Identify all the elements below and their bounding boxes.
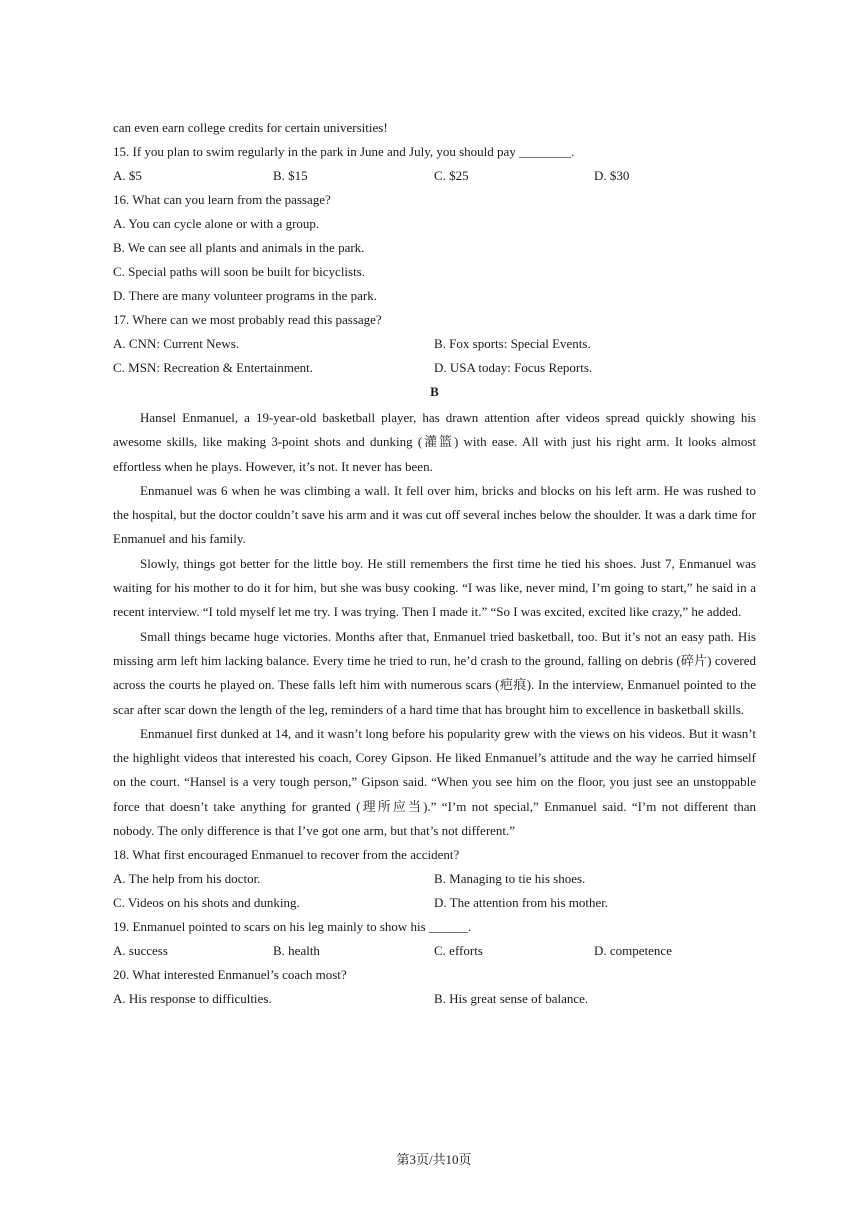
options-row [113,939,756,963]
options-row [113,332,756,356]
option-a[interactable]: A. His response to difficulties. [113,991,272,1007]
option-d[interactable]: D. There are many volunteer programs in the park. [113,288,377,303]
option-b[interactable]: B. Managing to tie his shoes. [434,871,586,887]
option-b[interactable]: B. $15 [273,168,308,183]
options-row [113,891,756,915]
option-a[interactable]: A. You can cycle alone or with a group. [113,216,320,231]
continuation-text: can even earn college credits for certain universities! [113,120,388,135]
passage-paragraph: Enmanuel first dunked at 14, and it wasn’t long before his popularity grew with the views on his videos. But it wasn’t the highlight videos that interested his coach, Corey Gipson. He liked Enmanuel’s attitude and the way he carried himself on the court. “Hansel is a very tough person,” Gipson said. “When you see him on the floor, you just see an unstoppable force that doesn’t take anything for granted (理所应当).” “I’m not special,” Enmanuel said. “I’m not different than nobody. The only difference is that I’ve got one arm, but that’s not different.” [113,725,756,839]
question-15 [113,140,756,188]
option-d[interactable]: D. The attention from his mother. [434,895,609,911]
option-d[interactable]: D. competence [594,943,672,959]
page-number-footer: 第3页/共10页 [396,1152,472,1167]
option-a[interactable]: A. $5 [113,168,142,183]
question-16 [113,188,756,308]
question-stem: 17. Where can we most probably read this passage? [113,312,382,327]
option-c[interactable]: C. $25 [434,168,469,183]
option-b[interactable]: B. Fox sports: Special Events. [434,336,591,351]
option-c[interactable]: C. Videos on his shots and dunking. [113,895,300,911]
question-17 [113,308,756,380]
question-stem: 20. What interested Enmanuel’s coach most? [113,967,347,983]
passage-paragraph: Small things became huge victories. Months after that, Enmanuel tried basketball, too. But it’s not an easy path. His missing arm left him lacking balance. Every time he tried to run, he’d crash to the ground, falling on debris (碎片) covered across the courts he played on. These falls left him with numerous scars (疤痕). In the interview, Enmanuel pointed to the scar after scar down the length of the leg, reminders of a hard time that has brought him to excellence in basketball skills. [113,628,756,717]
option-a[interactable]: A. The help from his doctor. [113,871,261,887]
option-d[interactable]: D. USA today: Focus Reports. [434,360,593,375]
option-c[interactable]: C. efforts [434,943,483,959]
question-stem: 16. What can you learn from the passage? [113,192,331,207]
question-stem: 19. Enmanuel pointed to scars on his leg mainly to show his ______. [113,919,472,935]
option-c[interactable]: C. MSN: Recreation & Entertainment. [113,360,314,375]
question-19 [113,915,756,963]
page-content [113,116,756,1011]
question-20 [113,963,756,1011]
option-a[interactable]: A. CNN: Current News. [113,336,240,351]
question-stem: 15. If you plan to swim regularly in the park in June and July, you should pay ________. [113,144,575,159]
passage-paragraph: Hansel Enmanuel, a 19-year-old basketball player, has drawn attention after videos spread quickly showing his awesome skills, like making 3-point shots and dunking (灌篮) with ease. All with just his right arm. It looks almost effortless when he plays. However, it’s not. It never has been. [113,410,756,474]
section-b-title: B [430,384,439,399]
question-stem: 18. What first encouraged Enmanuel to recover from the accident? [113,847,460,863]
options-row [113,867,756,891]
option-b[interactable]: B. health [273,943,320,959]
option-b[interactable]: B. His great sense of balance. [434,991,589,1007]
passage-paragraph: Enmanuel was 6 when he was climbing a wall. It fell over him, bricks and blocks on his left arm. He was rushed to the hospital, but the doctor couldn’t save his arm and it was cut off several inches below the shoulder. It was a dark time for Enmanuel and his family. [113,482,756,547]
options-row [113,356,756,380]
passage-b [113,406,756,843]
option-a[interactable]: A. success [113,943,168,959]
option-c[interactable]: C. Special paths will soon be built for bicyclists. [113,264,366,279]
option-d[interactable]: D. $30 [594,168,630,183]
question-18 [113,843,756,915]
options-row [113,164,756,188]
option-b[interactable]: B. We can see all plants and animals in the park. [113,240,365,255]
options-row [113,987,756,1011]
passage-paragraph: Slowly, things got better for the little boy. He still remembers the first time he tied his shoes. Just 7, Enmanuel was waiting for his mother to do it for him, but she was busy cooking. “I was like, never mind, I’m going to start,” he said in a recent interview. “I told myself let me try. I was trying. Then I made it.” “So I was excited, excited like crazy,” he added. [113,555,756,620]
